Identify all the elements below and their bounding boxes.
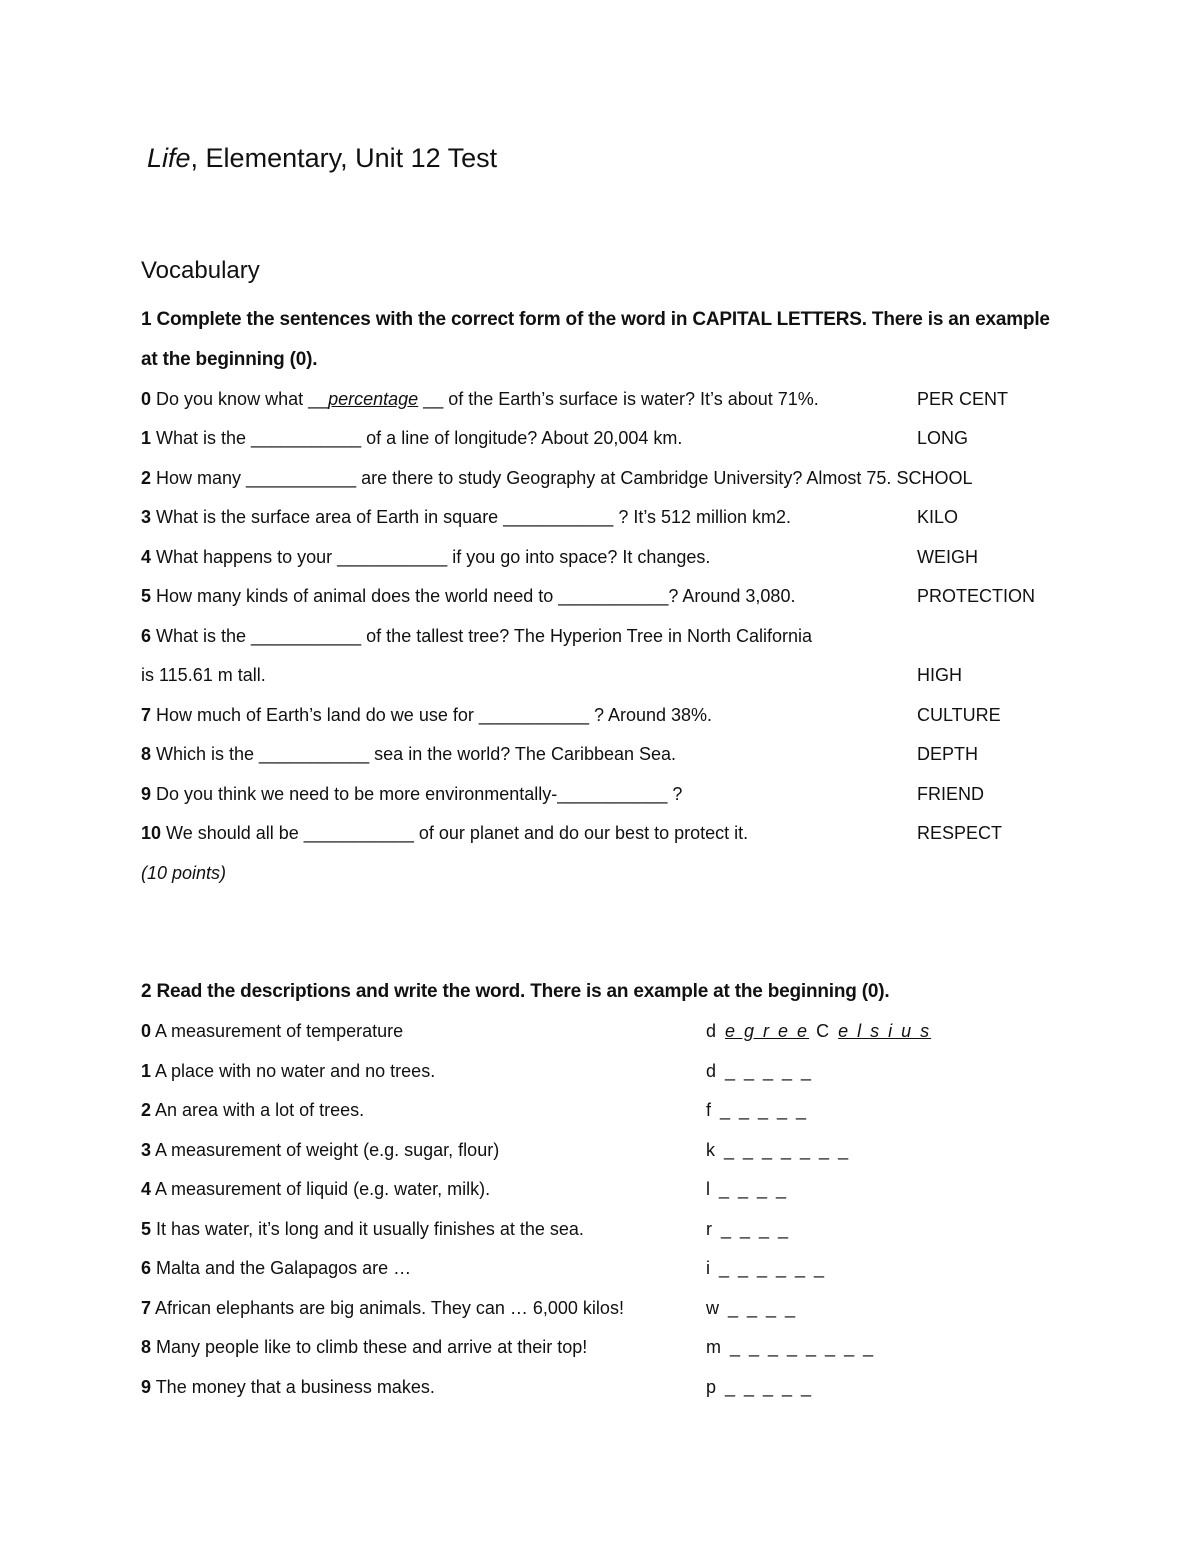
item-text-before: Do you know what __ (151, 389, 329, 409)
ex2-answer-6: i _ _ _ _ _ _ (706, 1258, 827, 1278)
ex2-instruction: 2 Read the descriptions and write the word. There is an example at the beginning (0). (141, 981, 890, 1002)
ex2-answer-9: p _ _ _ _ _ (706, 1377, 814, 1397)
item-number: 3 (141, 1140, 152, 1160)
item-number: 2 (141, 1100, 152, 1120)
item-text: How many ___________ are there to study Geography at Cambridge University? Almost 75. (151, 468, 892, 488)
ex1-word-4: WEIGH (917, 547, 978, 567)
item-text: Which is the ___________ sea in the world? The Caribbean Sea. (151, 744, 677, 764)
ex2-answer-5: r _ _ _ _ (706, 1219, 791, 1239)
item-number: 7 (141, 705, 152, 725)
ex2-item-7 (141, 1298, 624, 1319)
item-text: Many people like to climb these and arrive at their top! (151, 1337, 588, 1357)
ex1-item-3 (141, 507, 791, 528)
ex1-word-0: PER CENT (917, 389, 1009, 409)
ex2-answer-7: w _ _ _ _ (706, 1298, 798, 1318)
item-text: What is the surface area of Earth in square ___________ ? It’s 512 million km2. (151, 507, 792, 527)
item-number: 4 (141, 547, 152, 567)
ex1-points: (10 points) (141, 863, 227, 883)
item-text: is 115.61 m tall. (141, 665, 266, 685)
ex1-item-7 (141, 705, 712, 726)
ex1-item-6 (141, 626, 812, 647)
item-word-inline: SCHOOL (896, 468, 973, 488)
ex2-item-2 (141, 1100, 364, 1121)
ex2-item-0 (141, 1021, 403, 1042)
item-text: It has water, it’s long and it usually finishes at the sea. (151, 1219, 584, 1239)
item-number: 8 (141, 744, 152, 764)
item-number: 7 (141, 1298, 152, 1318)
item-number: 6 (141, 1258, 152, 1278)
item-number: 0 (141, 389, 152, 409)
ex2-item-1 (141, 1061, 435, 1082)
ex1-word-3: KILO (917, 507, 959, 527)
ex1-word-1: LONG (917, 428, 969, 448)
answer-letter: C (809, 1021, 839, 1041)
ex2-item-4 (141, 1179, 490, 1200)
page-title (147, 143, 497, 174)
ex1-word-8: DEPTH (917, 744, 979, 764)
item-text: A measurement of weight (e.g. sugar, flour) (151, 1140, 500, 1160)
ex2-answer-1: d _ _ _ _ _ (706, 1061, 814, 1081)
item-text: What happens to your ___________ if you go into space? It changes. (151, 547, 711, 567)
item-number: 10 (141, 823, 162, 843)
ex1-item-6-continued (141, 665, 266, 686)
ex2-answer-2: f _ _ _ _ _ (706, 1100, 809, 1120)
ex2-item-9 (141, 1377, 435, 1398)
item-number: 4 (141, 1179, 152, 1199)
item-number: 6 (141, 626, 152, 646)
ex1-instruction-line2: at the beginning (0). (141, 349, 318, 370)
ex1-item-4 (141, 547, 710, 568)
item-number: 8 (141, 1337, 152, 1357)
ex2-answer-4: l _ _ _ _ (706, 1179, 789, 1199)
ex2-item-3 (141, 1140, 499, 1161)
ex2-example-answer (706, 1021, 931, 1042)
ex2-item-8 (141, 1337, 587, 1358)
example-answer: percentage (328, 389, 419, 409)
ex1-item-10 (141, 823, 748, 844)
item-text-after: __ of the Earth’s surface is water? It’s about 71%. (418, 389, 819, 409)
ex1-word-5: PROTECTION (917, 586, 1036, 606)
item-text: An area with a lot of trees. (151, 1100, 365, 1120)
item-number: 1 (141, 428, 152, 448)
item-text: African elephants are big animals. They can … 6,000 kilos! (151, 1298, 624, 1318)
item-number: 2 (141, 468, 152, 488)
item-number: 1 (141, 1061, 152, 1081)
ex1-word-6: HIGH (917, 665, 962, 685)
item-number: 5 (141, 586, 152, 606)
title-rest: , Elementary, Unit 12 Test (190, 143, 498, 173)
item-text: The money that a business makes. (151, 1377, 435, 1397)
item-number: 0 (141, 1021, 152, 1041)
item-text: How much of Earth’s land do we use for ___________ ? Around 38%. (151, 705, 713, 725)
section-heading: Vocabulary (141, 257, 260, 284)
item-number: 9 (141, 784, 152, 804)
ex1-item-2 (141, 468, 972, 489)
ex2-item-5 (141, 1219, 584, 1240)
item-text: Malta and the Galapagos are … (151, 1258, 412, 1278)
ex1-word-10: RESPECT (917, 823, 1003, 843)
ex1-item-5 (141, 586, 795, 607)
ex1-word-7: CULTURE (917, 705, 1001, 725)
ex1-item-9 (141, 784, 682, 805)
item-text: We should all be ___________ of our planet and do our best to protect it. (161, 823, 749, 843)
item-text: A place with no water and no trees. (151, 1061, 436, 1081)
ex1-item-1 (141, 428, 682, 449)
title-italic: Life (147, 143, 191, 173)
ex1-item-0 (141, 389, 819, 410)
item-number: 3 (141, 507, 152, 527)
item-text: How many kinds of animal does the world need to ___________? Around 3,080. (151, 586, 796, 606)
item-text: A measurement of liquid (e.g. water, milk). (151, 1179, 491, 1199)
answer-letter: d (706, 1021, 726, 1041)
ex1-instruction-line1: 1 Complete the sentences with the correct form of the word in CAPITAL LETTERS. There is an example (141, 309, 1050, 330)
ex2-answer-8: m _ _ _ _ _ _ _ _ (706, 1337, 876, 1357)
item-text: A measurement of temperature (151, 1021, 404, 1041)
ex1-item-8 (141, 744, 676, 765)
ex2-item-6 (141, 1258, 411, 1279)
ex1-word-9: FRIEND (917, 784, 984, 804)
item-text: Do you think we need to be more environmentally-___________ ? (151, 784, 683, 804)
answer-completion: e g r e e (725, 1021, 810, 1041)
item-number: 5 (141, 1219, 152, 1239)
answer-completion: e l s i u s (838, 1021, 932, 1041)
ex2-answer-3: k _ _ _ _ _ _ _ (706, 1140, 851, 1160)
item-text: What is the ___________ of the tallest tree? The Hyperion Tree in North California (151, 626, 813, 646)
item-text: What is the ___________ of a line of longitude? About 20,004 km. (151, 428, 683, 448)
item-number: 9 (141, 1377, 152, 1397)
